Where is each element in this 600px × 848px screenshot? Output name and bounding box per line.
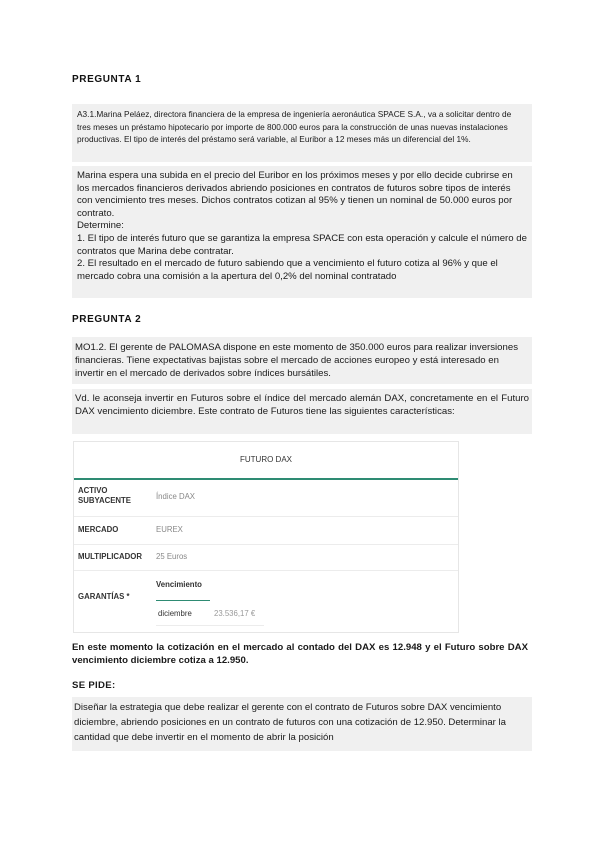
- question-1-item-1: 1. El tipo de interés futuro que se garantiza la empresa SPACE con esta operación y calcule el número de contratos que Marina debe contratar.: [77, 232, 527, 257]
- garantia-amount: 23.536,17 €: [214, 609, 256, 618]
- question-2-paragraph-3: Diseñar la estrategia que debe realizar el gerente con el contrato de Futuros sobre DAX vencimiento diciembre, abriendo posiciones en un contrato de futuros con una cotización de 12.950. Determinar la cantidad que debe invertir en el momento de abrir la posición: [74, 702, 506, 743]
- question-1-item-2: 2. El resultado en el mercado de futuro sabiendo que a vencimiento el futuro cotiza al 96% y que el mercado cobra una comisión a la apertura del 0,2% del nominal contratado: [77, 258, 498, 282]
- garantias-label: GARANTÍAS *: [78, 592, 130, 601]
- activo-label: [78, 486, 131, 506]
- question-2-intro-box: [72, 337, 532, 384]
- activo-label-line-1: ACTIVO: [78, 486, 108, 495]
- question-1-heading: PREGUNTA 1: [72, 74, 142, 85]
- activo-label-line-2: SUBYACENTE: [78, 496, 132, 505]
- question-1-intro-text: A3.1.Marina Peláez, directora financiera de la empresa de ingeniería aeronáutica SPACE S.A., va a solicitar dentro de tres meses un préstamo hipotecario por importe de 800.000 euros para la construcción de unas nuevas instalaciones productivas. El tipo de interés del préstamo será variable, al Euribor a 12 meses más un diferencial del 1%.: [77, 109, 512, 145]
- table-row-multiplicador: [74, 544, 458, 571]
- question-2-task-box: [72, 697, 532, 751]
- question-2-paragraph-2: Vd. le aconseja invertir en Futuros sobre el índice del mercado alemán DAX, concretamente en el Futuro DAX vencimiento diciembre. Este contrato de Futuros tiene las siguientes características:: [75, 393, 529, 418]
- vencimiento-month: diciembre: [158, 609, 192, 618]
- table-row-mercado: [74, 516, 458, 545]
- question-2-paragraph-1: MO1.2. El gerente de PALOMASA dispone en este momento de 350.000 euros para realizar inversiones financieras. Tiene expectativas bajistas sobre el mercado de acciones europeo y está interesado en invertir en el mercado de derivados sobre índices bursátiles.: [75, 342, 518, 380]
- question-1-body-box: [72, 166, 532, 298]
- multiplicador-label: MULTIPLICADOR: [78, 552, 142, 561]
- mercado-value: EUREX: [156, 525, 183, 534]
- mercado-label: MERCADO: [78, 525, 119, 534]
- vencimiento-header: Vencimiento: [156, 580, 202, 589]
- question-1-intro-box: [72, 104, 532, 162]
- vencimiento-underline: [156, 600, 210, 601]
- question-2-market-quote: En este momento la cotización en el mercado al contado del DAX es 12.948 y el Futuro sobre DAX vencimiento diciembre cotiza a 12.950.: [72, 642, 528, 666]
- se-pide-heading: SE PIDE:: [72, 680, 116, 691]
- question-1-determine: Determine:: [77, 220, 124, 232]
- vencimiento-separator: [156, 625, 264, 626]
- multiplicador-value: 25 Euros: [156, 552, 188, 561]
- table-row-garantias: [74, 570, 458, 632]
- futuro-dax-table: [73, 441, 459, 633]
- table-title: FUTURO DAX: [74, 442, 458, 480]
- table-row-activo: [74, 480, 458, 517]
- question-2-heading: PREGUNTA 2: [72, 314, 142, 325]
- question-2-advice-box: [72, 389, 532, 434]
- question-1-paragraph: Marina espera una subida en el precio del Euribor en los próximos meses y por ello decide cubrirse en los mercados financieros derivados abriendo posiciones en contratos de futuros sobre tipos de interés con vencimiento tres meses. Dichos contratos cotizan al 95% y tienen un nominal de 50.000 euros por contrato.: [77, 170, 513, 219]
- activo-value: Índice DAX: [156, 492, 196, 501]
